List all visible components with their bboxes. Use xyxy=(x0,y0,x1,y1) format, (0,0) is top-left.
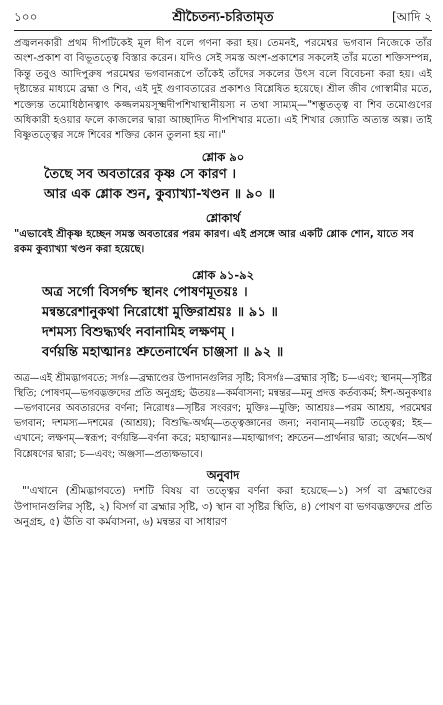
sloka-91-line-1: অত্র সর্গো বিসর্গশ্চ স্থানং পোষণমূতয়ঃ । xyxy=(42,284,248,300)
intro-paragraph: প্রজ্বলনকারী প্রথম দীপটিকেই মূল দীপ বলে গণনা করা হয়। তেমনই, পরমেশ্বর ভগবান নিজেকে তাঁর অংশ-প্রকাশ বা বিভূতত্ত্বে বিস্তার করেন। যদিও সেই সমস্ত অংশ-প্রকাশের সকলেই তাঁর মতো শক্তিসম্পন্ন, কিন্তু তবুও আদিপুরুষ পরমেশ্বর ভগবানরূপে তাঁকেই তাঁদের সকলের উৎস বলে বিবেচনা করা হয়। এই দৃষ্টান্তের মাধ্যমে ব্রহ্মা ও শিব, এই দুই গুণাবতারের প্রকাশও বিশ্লেষিত হয়েছে। শ্রীল জীব গোস্বামীর মতে, শক্ত্যেন্ত তমোধিষ্ঠানত্বাৎ কজ্জলময়সূক্ষ্মদীপশিখাস্থানীয়স্য ন তথা সাম্যম্‌—"শম্ভুতত্ত্ব বা শিব তমোগুণের অধিকারী হওয়ার ফলে কাজলের দ্বারা আচ্ছাদিত দীপশিখার মতো। এই শিখার জ্যোতি অত্যন্ত অল্প। তাই বিষ্ণুতত্ত্বের সঙ্গে শিবের শক্তির কোন তুলনা হয় না।" xyxy=(14,38,432,142)
sloka-90-heading: শ্লোক ৯০ xyxy=(201,149,245,164)
translation-heading: অনুবাদ xyxy=(206,467,240,482)
sloka-92-line-1: দশমস্য বিশুদ্ধ্যর্থং নবানামিহ লক্ষণম্‌ । xyxy=(42,324,235,340)
section-label: [আদি ২ xyxy=(391,10,432,24)
sloka-91-line-2: মন্বন্তরেশানুকথা নিরোধো মুক্তিরাশ্রয়ঃ ॥ ৯১ ॥ xyxy=(42,304,278,320)
sloka-90-line-2: আর এক শ্লোক শুন, কুব্যাখ্যা-খণ্ডন ॥ ৯০ ॥ xyxy=(44,186,276,202)
sloka-90-line-1: তৈছে সব অবতারের কৃষ্ণ সে কারণ । xyxy=(44,166,237,182)
sloka-90-meaning-heading: শ্লোকার্থ xyxy=(205,210,241,225)
document-page xyxy=(14,6,432,701)
translation-text: "'এখানে (শ্রীমদ্ভাগবতে) দশটি বিষয় বা তত্ত্বের বর্ণনা করা হয়েছে—১) সর্গ বা ব্রহ্মাণ্ডের উপাদানগুলির সৃষ্টি, ২) বিসর্গ বা ব্রহ্মার সৃষ্টি, ৩) স্থান বা সৃষ্টির স্থিতি, ৪) পোষণ বা ভগবদ্ভক্তদের প্রতি অনুগ্রহ, ৫) ঊতি বা কর্মবাসনা, ৬) মন্বন্তর বা সাধারণ xyxy=(14,484,432,529)
book-title: শ্রীচৈতন্য-চরিতামৃত xyxy=(172,10,274,25)
page-header xyxy=(14,6,432,31)
sloka-92-line-2: বর্ণয়ন্তি মহাত্মানঃ শ্রুতেনার্থেন চাঞ্জসা ॥ ৯২ ॥ xyxy=(42,344,284,360)
sloka-90-meaning-text: "এভাবেই শ্রীকৃষ্ণ হচ্ছেন সমস্ত অবতারের পরম কারণ। এই প্রসঙ্গে আর একটি শ্লোক শোন, যাতে সব রকম কুব্যাখ্যা খণ্ডন করা হয়েছে। xyxy=(14,228,414,256)
page-number: ১০০ xyxy=(14,10,38,24)
synonyms-paragraph: অত্র—এই শ্রীমদ্ভাগবতে; সর্গঃ—ব্রহ্মাণ্ডের উপাদানগুলির সৃষ্টি; বিসর্গঃ—ব্রহ্মার সৃষ্টি; চ—এবং; স্থানম্‌—সৃষ্টির স্থিতি; পোষণম্‌—ভগবদ্ভক্তদের প্রতি অনুগ্রহ; ঊতয়ঃ—কর্মবাসনা; মন্বন্তর—মনু প্রদত্ত কর্তব্যকর্ম; ঈশ-অনুকথাঃ—ভগবানের অবতারদের বর্ণনা; নিরোধঃ—সৃষ্টির সংবরণ; মুক্তিঃ—মুক্তি; আশ্রয়ঃ—পরম আশ্রয়, পরমেশ্বর ভগবান; দশমস্য—দশমের (আশ্রয়); বিশুদ্ধি-অর্থম্‌—তত্ত্বজ্ঞানের জন্য; নবানাম্‌—নয়টি তত্ত্বের; ইহ—এখানে; লক্ষণম্‌—স্বরূপ; বর্ণয়ন্তি—বর্ণনা করে; মহাত্মানঃ—মহাত্মাগণ; শ্রুতেন—প্রার্থনার দ্বারা; অর্থেন—অর্থ বিশ্লেষণের দ্বারা; চ—এবং; অঞ্জসা—প্রত্যক্ষভাবে। xyxy=(14,372,432,460)
sloka-91-92-heading: শ্লোক ৯১-৯২ xyxy=(191,267,255,282)
